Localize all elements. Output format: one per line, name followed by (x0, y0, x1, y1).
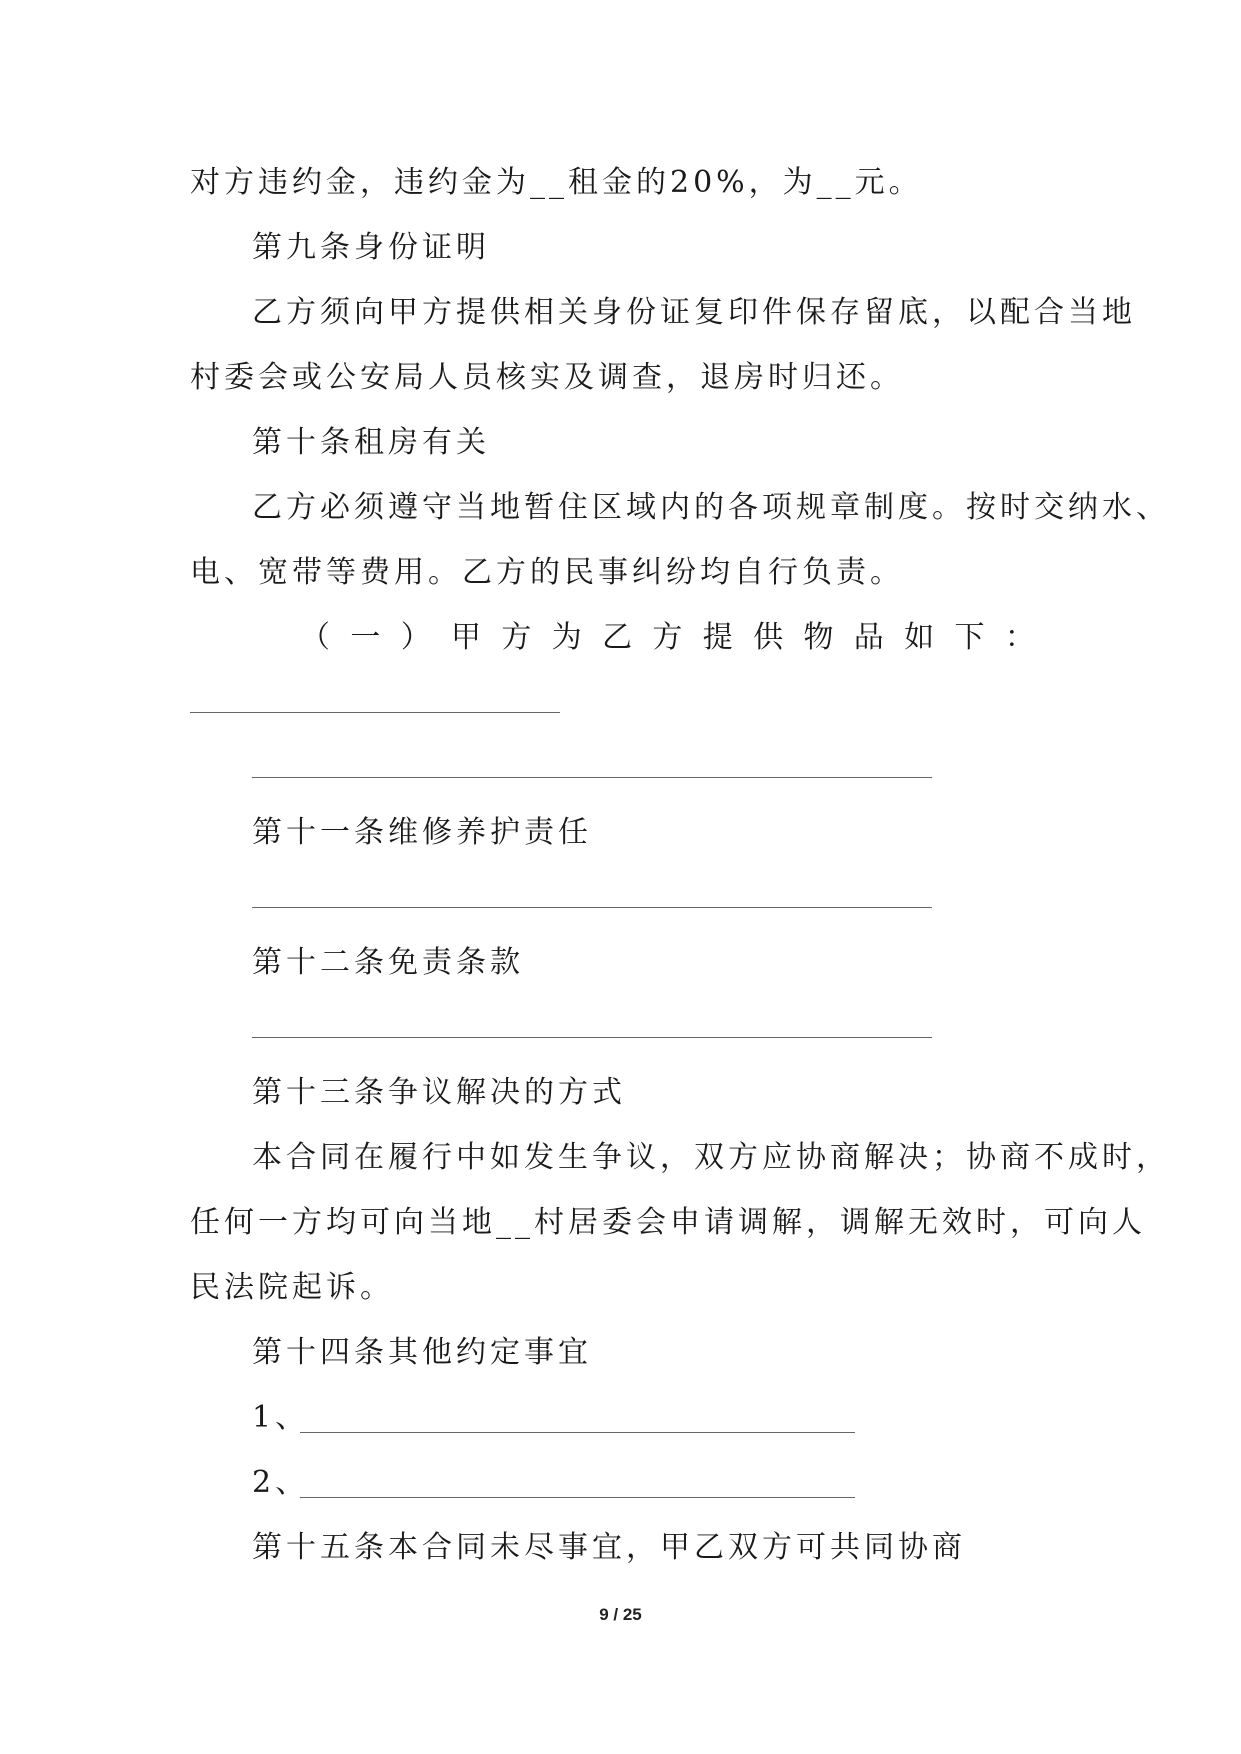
heading-char: （ (300, 620, 330, 655)
text-line: 电、宽带等费用。乙方的民事纠纷均自行负责。 (190, 555, 904, 590)
text-line: 任何一方均可向当地__村居委会申请调解，调解无效时，可向人 (190, 1205, 1146, 1240)
heading-char: ： (1004, 620, 1035, 655)
spaced-heading (300, 620, 1035, 656)
blank-rule (252, 1037, 932, 1038)
heading-char: 如 (904, 620, 935, 655)
blank-rule (300, 1497, 855, 1498)
heading-char: 乙 (602, 620, 633, 655)
heading-char: 为 (551, 620, 582, 655)
blank-rule (252, 777, 932, 778)
heading-char: 一 (350, 620, 381, 655)
heading-char: 物 (803, 620, 834, 655)
text-line: 村委会或公安局人员核实及调查，退房时归还。 (190, 360, 904, 395)
heading-char: 下 (954, 620, 985, 655)
article-heading: 第九条身份证明 (252, 230, 490, 265)
article-heading: 第十三条争议解决的方式 (252, 1075, 626, 1110)
heading-char: 品 (853, 620, 884, 655)
text-line: 民法院起诉。 (190, 1270, 394, 1305)
blank-rule (300, 1432, 855, 1433)
heading-char: 方 (652, 620, 683, 655)
heading-char: ） (400, 620, 431, 655)
article-heading: 第十五条本合同未尽事宜，甲乙双方可共同协商 (252, 1530, 966, 1565)
text-line: 乙方必须遵守当地暂住区域内的各项规章制度。按时交纳水、 (252, 490, 1170, 525)
text-line: 对方违约金，违约金为__租金的20%，为__元。 (190, 165, 923, 200)
text-line: 本合同在履行中如发生争议，双方应协商解决；协商不成时， (252, 1140, 1170, 1175)
page-number: 9 / 25 (599, 1605, 642, 1624)
heading-char: 供 (753, 620, 784, 655)
article-heading: 第十二条免责条款 (252, 945, 524, 980)
blank-rule (252, 907, 932, 908)
list-item-number: 2、 (252, 1465, 310, 1500)
heading-char: 方 (501, 620, 532, 655)
blank-rule (190, 712, 560, 713)
heading-char: 甲 (451, 620, 482, 655)
text-line: 乙方须向甲方提供相关身份证复印件保存留底，以配合当地 (252, 295, 1136, 330)
heading-char: 提 (702, 620, 733, 655)
list-item-number: 1、 (252, 1400, 310, 1435)
article-heading: 第十一条维修养护责任 (252, 815, 592, 850)
article-heading: 第十四条其他约定事宜 (252, 1335, 592, 1370)
article-heading: 第十条租房有关 (252, 425, 490, 460)
